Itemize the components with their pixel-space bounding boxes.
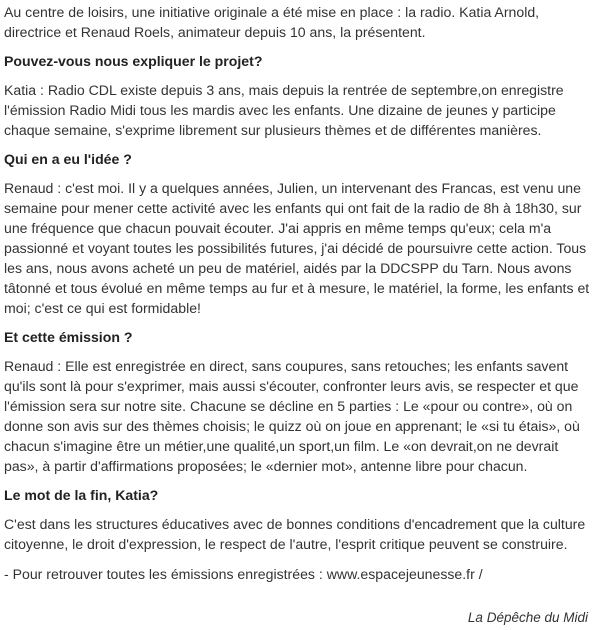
intro-paragraph: Au centre de loisirs, une initiative originale a été mise en place : la radio. Katia Arnold, directrice et Renaud Roels, animateur depuis 10 ans, la présentent. (4, 4, 540, 40)
question-project: Pouvez-vous nous expliquer le projet? (4, 53, 263, 69)
answer-idea: Renaud : c'est moi. Il y a quelques années, Julien, un intervenant des Francas, est venu une semaine pour mener cette activité avec les enfants qui ont fait de la radio de 8h à 18h30, sur une fréquence que chacun pouvait écouter. J'ai appris en même temps qu'eux; cela m'a passionné et voyant toutes les possibilités futures, j'ai décidé de poursuivre cette action. Tous les ans, nous avons acheté un peu de matériel, aidés par la DDCSPP du Tarn. Nous avons tâtonné et tous évolué en même temps au fur et à mesure, le matériel, la forme, les enfants et moi; c'est ce qui est formidable! (4, 180, 590, 316)
question-idea: Qui en a eu l'idée ? (4, 151, 132, 167)
answer-final-word: C'est dans les structures éducatives avec de bonnes conditions d'encadrement que la culture citoyenne, le droit d'expression, le respect de l'autre, l'esprit critique peuvent se construire. (4, 516, 586, 552)
question-final-word: Le mot de la fin, Katia? (4, 487, 159, 503)
question-show: Et cette émission ? (4, 329, 133, 345)
article-body (4, 2, 590, 584)
answer-project: Katia : Radio CDL existe depuis 3 ans, mais depuis la rentrée de septembre,on enregistre l'émission Radio Midi tous les mardis avec les enfants. Une dizaine de jeunes y participe chaque semaine, s'exprime librement sur plusieurs thèmes et de différentes manières. (4, 82, 564, 138)
source-credit: La Dépêche du Midi (467, 610, 588, 625)
answer-show: Renaud : Elle est enregistrée en direct, sans coupures, sans retouches; les enfants savent qu'ils sont là pour s'exprimer, mais aussi s'écouter, confronter leurs avis, se respecter et que l'émission sera sur notre site. Chacune se décline en 5 parties : Le «pour ou contre», où on donne son avis sur des thèmes choisis; le quizz où on joue en apprenant; le «si tu étais», où chacun s'imagine être un métier,une qualité,un sport,un film. Le «on devrait,on ne devrait pas», à partir d'affirmations proposées; le «dernier mot», antenne libre pour chacun. (4, 358, 580, 474)
website-line: - Pour retrouver toutes les émissions enregistrées : www.espacejeunesse.fr / (4, 566, 483, 582)
